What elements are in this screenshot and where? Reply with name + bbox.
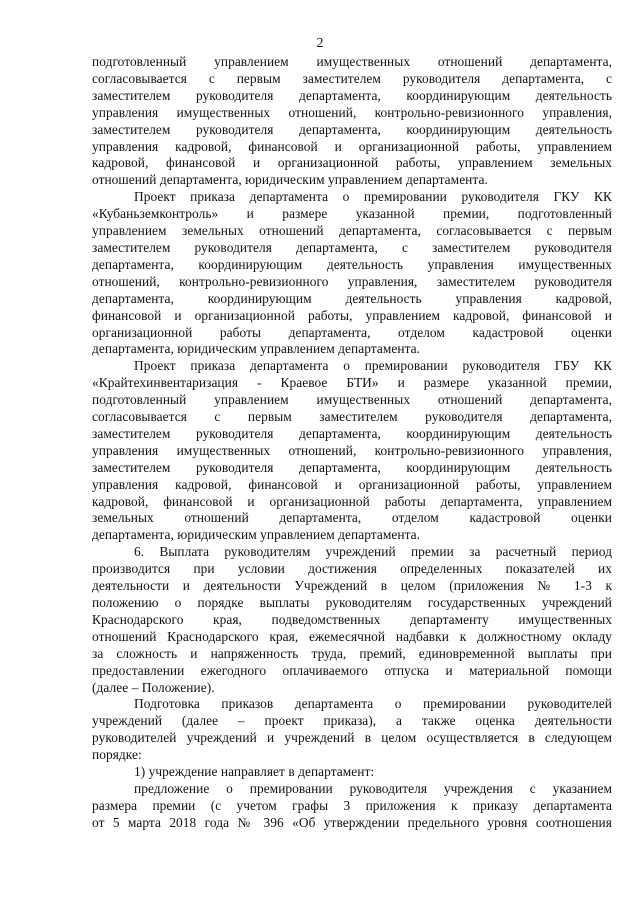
text-line: положению о порядке выплаты руководителям государственных учреждений	[92, 595, 612, 610]
text-line: управления кадровой, финансовой и организационной работы, управлением	[92, 138, 612, 154]
text-line: заместителем руководителя департамента, координирующим деятельность	[92, 87, 612, 103]
text-line: Проект приказа департамента о премировании руководителя ГКУ КК	[134, 189, 612, 205]
text-line: от 5 марта 2018 года № 396 «Об утверждении предельного уровня соотношения	[92, 814, 612, 830]
paragraph	[92, 764, 612, 781]
text-line: за сложность и напряженность труда, премий, единовременной выплаты при	[92, 645, 612, 661]
text-line: предоставлении ежегодного оплачиваемого отпуска и материальной помощи	[92, 662, 612, 678]
text-line: департамента, координирующим деятельность управления имущественных	[92, 256, 612, 272]
text-line: «Кубаньземконтроль» и размере указанной премии, подготовленный	[92, 206, 612, 222]
text-line: управления имущественных отношений, контрольно-ревизионного управления,	[92, 104, 612, 120]
text-line: отношений департамента, юридическим управлением департамента.	[92, 172, 488, 188]
text-line: деятельности и деятельности Учреждений в целом (приложения № 1-3 к	[92, 578, 612, 594]
text-line: Проект приказа департамента о премировании руководителя ГБУ КК	[134, 358, 612, 374]
text-line: управлением земельных отношений департамента, согласовывается с первым	[92, 223, 612, 239]
document-body	[92, 54, 612, 832]
text-line: кадровой, финансовой и организационной работы департамента, управлением	[92, 493, 612, 509]
text-line: согласовывается с первым заместителем руководителя департамента, с	[92, 70, 612, 86]
paragraph	[92, 696, 612, 764]
text-line: отношений, контрольно-ревизионного управления, заместителем руководителя	[92, 273, 612, 289]
paragraph	[92, 544, 612, 696]
paragraph	[92, 781, 612, 832]
text-line: заместителем руководителя департамента, с заместителем руководителя	[92, 239, 612, 255]
text-line: предложение о премировании руководителя учреждения с указанием	[134, 780, 612, 796]
text-line: управления имущественных отношений, контрольно-ревизионного управления,	[92, 442, 612, 458]
text-line: учреждений (далее – проект приказа), а также оценка деятельности	[92, 713, 612, 729]
text-line: руководителей учреждений и учреждений в целом осуществляется в следующем	[92, 730, 612, 746]
text-line: согласовывается с первым заместителем руководителя департамента,	[92, 409, 612, 425]
paragraph	[92, 54, 612, 189]
text-line: (далее – Положение).	[92, 679, 215, 695]
text-line: Краснодарского края, подведомственных департаменту имущественных	[92, 611, 612, 627]
text-line: отношений Краснодарского края, ежемесячной надбавки к должностному окладу	[92, 628, 612, 644]
text-line: производится при условии достижения определенных показателей их	[92, 561, 612, 577]
paragraph	[92, 189, 612, 358]
text-line: заместителем руководителя департамента, координирующим деятельность	[92, 459, 612, 475]
text-line: «Крайтехинвентаризация - Краевое БТИ» и размере указанной премии,	[92, 375, 612, 391]
text-line: заместителем руководителя департамента, координирующим деятельность	[92, 121, 612, 137]
text-line: департамента, юридическим управлением департамента.	[92, 341, 421, 357]
page-number: 2	[316, 36, 324, 51]
text-line: подготовленный управлением имущественных отношений департамента,	[92, 54, 612, 69]
text-line: подготовленный управлением имущественных отношений департамента,	[92, 392, 612, 408]
text-line: 1) учреждение направляет в департамент:	[134, 764, 375, 780]
text-line: порядке:	[92, 747, 142, 763]
text-line: Подготовка приказов департамента о премировании руководителей	[134, 696, 612, 712]
text-line: 6. Выплата руководителям учреждений премии за расчетный период	[134, 544, 612, 560]
text-line: департамента, юридическим управлением департамента.	[92, 527, 421, 543]
text-line: кадровой, финансовой и организационной работы, управлением земельных	[92, 155, 612, 171]
text-line: земельных отношений департамента, отделом кадастровой оценки	[92, 510, 612, 526]
text-line: размера премии (с учетом графы 3 приложения к приказу департамента	[92, 797, 612, 813]
text-line: заместителем руководителя департамента, координирующим деятельность	[92, 425, 612, 441]
text-line: управления кадровой, финансовой и организационной работы, управлением	[92, 476, 612, 492]
text-line: организационной работы департамента, отделом кадастровой оценки	[92, 324, 612, 340]
text-line: департамента, координирующим деятельность управления кадровой,	[92, 290, 612, 306]
text-line: финансовой и организационной работы, управлением кадровой, финансовой и	[92, 307, 612, 323]
paragraph	[92, 358, 612, 544]
